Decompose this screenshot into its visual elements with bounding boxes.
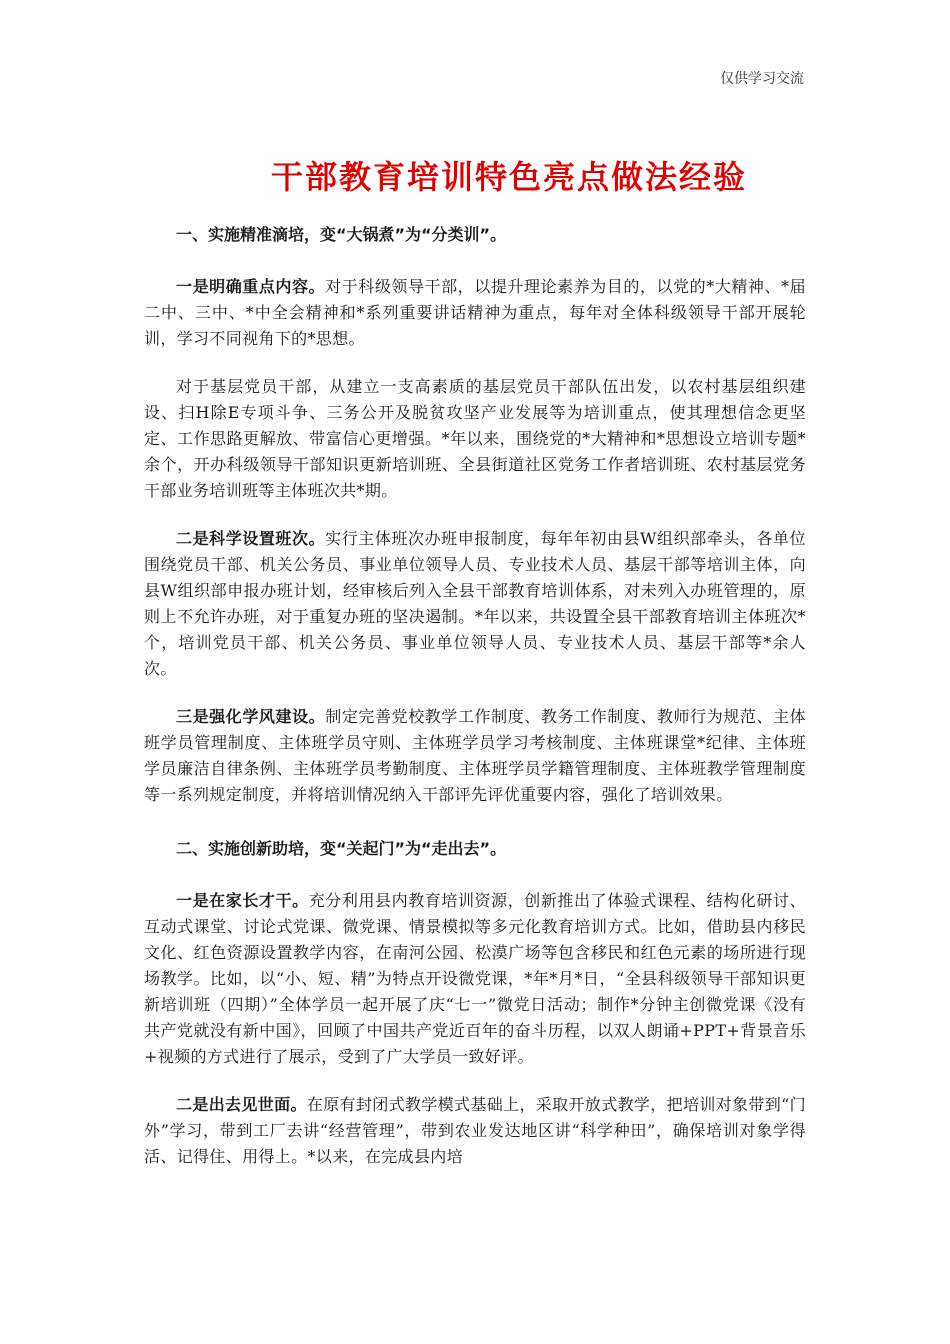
paragraph-text: 制定完善党校教学工作制度、教务工作制度、教师行为规范、主体班学员管理制度、主体班学员守则、主体班学员学习考核制度、主体班课堂*纪律、主体班学员廉洁自律条例、主体班学员考勤制度、主体班学员学籍管理制度、主体班教学管理制度等一系列规定制度，并将培训情况纳入干部评先评优重要内容，强化了培训效果。 (144, 707, 806, 804)
paragraph-text: 对于科级领导干部，以提升理论素养为目的，以党的*大精神、*届二中、三中、*中全会精神和*系列重要讲话精神为重点，每年对全体科级领导干部开展轮训，学习不同视角下的*思想。 (144, 277, 806, 348)
header-note: 仅供学习交流 (720, 71, 804, 87)
document-body (144, 222, 806, 1192)
paragraph (144, 374, 806, 504)
paragraph (144, 274, 806, 352)
paragraph (144, 888, 806, 1070)
section-heading-1: 一、实施精准滴培，变“大锅煮”为“分类训”。 (176, 225, 507, 244)
paragraph-lead: 一是在家长才干。 (176, 891, 309, 910)
paragraph-lead: 一是明确重点内容。 (176, 277, 326, 296)
paragraph (144, 704, 806, 808)
section-heading-2: 二、实施创新助培，变“关起门”为“走出去”。 (176, 839, 507, 858)
paragraph (144, 526, 806, 682)
paragraph-lead: 二是出去见世面。 (176, 1095, 307, 1114)
document-title: 干部教育培训特色亮点做法经验 (270, 158, 747, 196)
paragraph-lead: 三是强化学风建设。 (176, 707, 326, 726)
paragraph-text: 在原有封闭式教学模式基础上，采取开放式教学，把培训对象带到“门外”学习，带到工厂去讲“经营管理”，带到农业发达地区讲“科学种田”，确保培训对象学得活、记得住、用得上。*以来，在完成县内培 (144, 1095, 806, 1166)
paragraph (144, 1092, 806, 1170)
paragraph-text: 充分利用县内教育培训资源，创新推出了体验式课程、结构化研讨、互动式课堂、讨论式党课、微党课、情景模拟等多元化教育培训方式。比如，借助县内移民文化、红色资源设置教学内容，在南河公园、松漠广场等包含移民和红色元素的场所进行现场教学。比如，以“小、短、精”为特点开设微党课，*年*月*日，“全县科级领导干部知识更新培训班（四期）”全体学员一起开展了庆“七一”微党日活动；制作*分钟主创微党课《没有共产党就没有新中国》，回顾了中国共产党近百年的奋斗历程，以双人朗诵+PPT+背景音乐+视频的方式进行了展示，受到了广大学员一致好评。 (144, 891, 806, 1066)
paragraph-text: 对于基层党员干部，从建立一支高素质的基层党员干部队伍出发，以农村基层组织建设、扫H除E专项斗争、三务公开及脱贫攻坚产业发展等为培训重点，使其理想信念更坚定、工作思路更解放、带富信心更增强。*年以来，围绕党的*大精神和*思想设立培训专题*余个，开办科级领导干部知识更新培训班、全县街道社区党务工作者培训班、农村基层党务干部业务培训班等主体班次共*期。 (144, 377, 806, 500)
paragraph-text: 实行主体班次办班申报制度，每年年初由县W组织部牵头，各单位围绕党员干部、机关公务员、事业单位领导人员、专业技术人员、基层干部等培训主体，向县W组织部申报办班计划，经审核后列入全县干部教育培训体系，对未列入办班管理的，原则上不允许办班，对于重复办班的坚决遏制。*年以来，共设置全县干部教育培训主体班次*个，培训党员干部、机关公务员、事业单位领导人员、专业技术人员、基层干部等*余人次。 (144, 529, 806, 678)
paragraph-lead: 二是科学设置班次。 (176, 529, 326, 548)
